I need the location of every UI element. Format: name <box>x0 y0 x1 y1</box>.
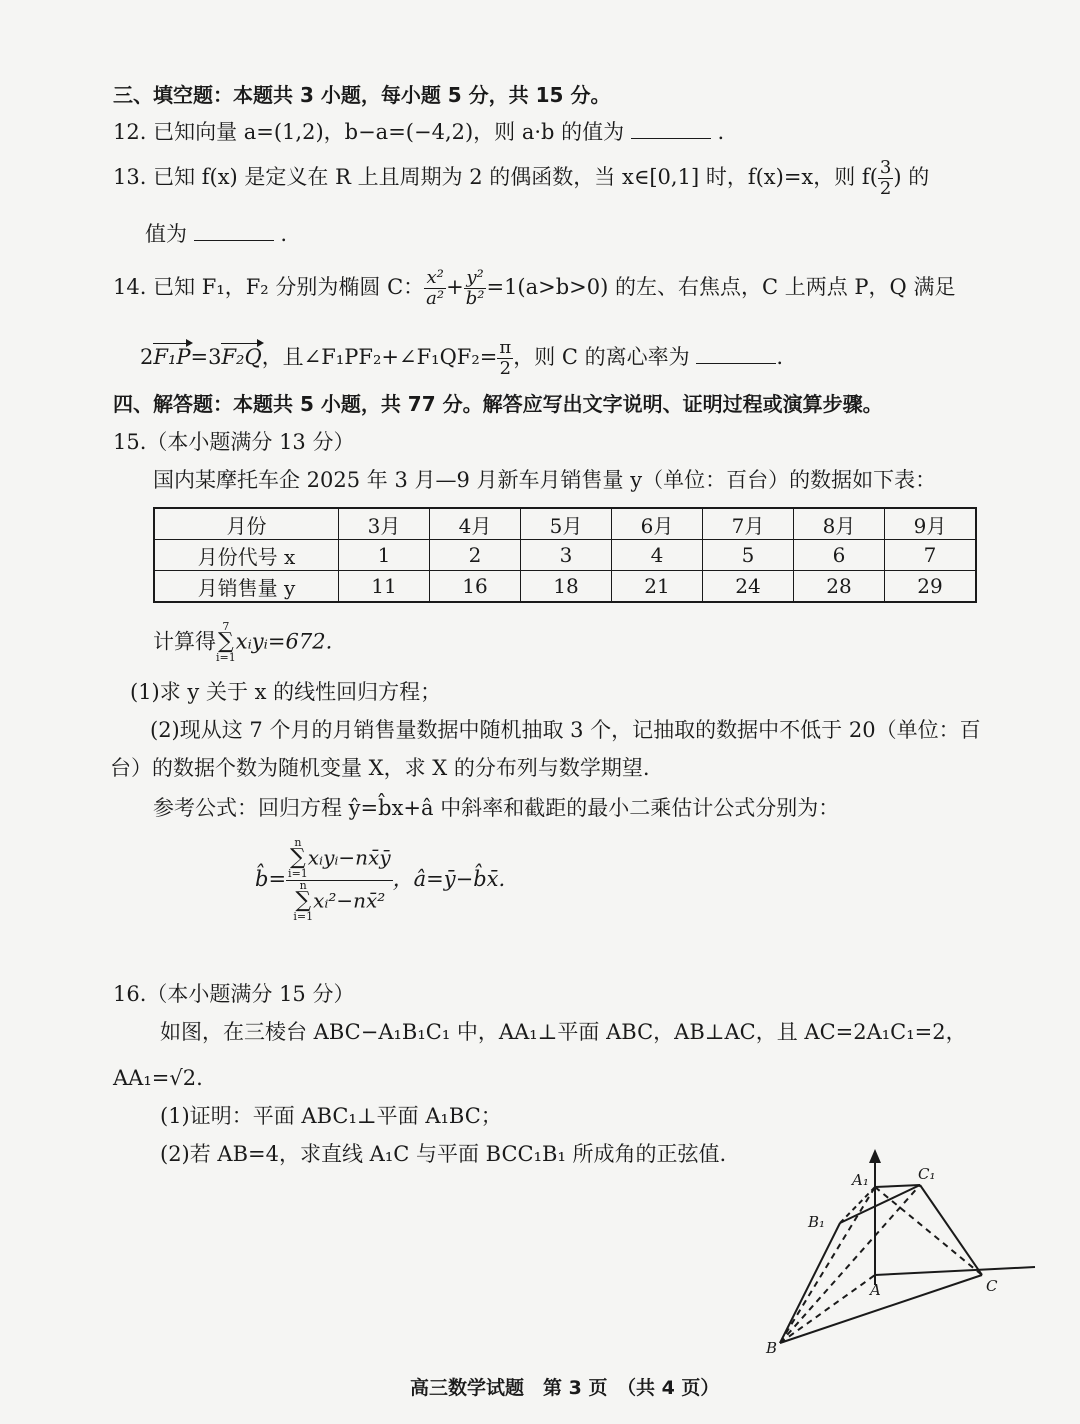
sum-computation <box>153 622 332 664</box>
formula-b-hat: b̂= <box>255 866 287 891</box>
table-cell: 月销售量 y <box>154 571 339 603</box>
question-13-end: . <box>280 222 288 246</box>
label-C: C <box>986 1277 998 1295</box>
table-cell: 7 <box>885 540 977 571</box>
table-cell: 6 <box>794 540 885 571</box>
question-16-line1: 如图，在三棱台 ABC−A₁B₁C₁ 中，AA₁⊥平面 ABC，AB⊥AC，且 AC=2A₁C₁=2， <box>160 1020 967 1044</box>
formula-denominator <box>286 878 393 924</box>
summation-symbol <box>288 838 308 880</box>
table-cell: 5月 <box>521 508 612 540</box>
axis-line <box>875 1267 1035 1275</box>
question-15-title: 15.（本小题满分 13 分） <box>113 430 355 454</box>
table-cell: 3 <box>521 540 612 571</box>
label-A: A <box>870 1281 881 1299</box>
sum-upper: n <box>294 836 302 849</box>
frac-num: 3 <box>879 157 892 178</box>
sales-table <box>153 507 977 603</box>
table-cell: 18 <box>521 571 612 603</box>
edge-B1C1 <box>840 1185 920 1223</box>
vector-F2Q: F₂Q <box>221 344 262 369</box>
label-C1: C₁ <box>918 1165 936 1183</box>
sum-lower: i=1 <box>288 867 308 881</box>
reference-formula-label: 参考公式：回归方程 ŷ=b̂x+â 中斜率和截距的最小二乘估计公式分别为： <box>153 796 840 820</box>
ellipse-y-term: $\frac{\text{y²}}{\text{b²}}$ <box>465 267 485 309</box>
question-15-intro: 国内某摩托车企 2025 年 3 月—9 月新车月销售量 y（单位：百台）的数据如下表： <box>153 468 937 492</box>
table-cell: 8月 <box>794 508 885 540</box>
question-13-line2 <box>145 222 287 247</box>
denominator-text: xᵢ²−nx̄² <box>313 888 386 913</box>
table-row <box>154 508 976 540</box>
sum-upper: n <box>299 878 307 892</box>
table-cell: 月份 <box>154 508 339 540</box>
ellipse-x-term: $\frac{\text{x²}}{\text{a²}}$ <box>426 267 445 309</box>
table-cell: 24 <box>703 571 794 603</box>
formula-fraction <box>286 838 393 923</box>
question-14-post2: ，则 C 的离心率为 <box>513 344 690 369</box>
diagonal-A1B <box>780 1187 875 1343</box>
numerator-text: xᵢyᵢ−nx̄ȳ <box>307 845 391 870</box>
formula-numerator <box>286 838 393 881</box>
calc-result: xᵢyᵢ=672. <box>235 629 333 654</box>
table-cell: 29 <box>885 571 977 603</box>
vec-eq-3: =3 <box>190 344 222 369</box>
answer-blank-13[interactable] <box>194 222 274 241</box>
section-4-heading: 四、解答题：本题共 5 小题，共 77 分。解答应写出文字说明、证明过程或演算步骤。 <box>113 392 883 416</box>
sigma-icon: ∑ <box>290 845 306 871</box>
sigma-icon: ∑ <box>295 888 312 914</box>
frustum-figure <box>760 1145 1050 1360</box>
question-14-line1 <box>113 268 955 309</box>
question-14-end: . <box>776 344 784 369</box>
question-13 <box>113 158 929 199</box>
table-cell: 3月 <box>339 508 430 540</box>
label-B1: B₁ <box>808 1213 826 1231</box>
answer-blank-12[interactable] <box>631 120 711 139</box>
edge-CC1 <box>920 1185 982 1275</box>
question-12 <box>113 120 724 145</box>
diagonal-A1C <box>875 1187 982 1275</box>
table-cell: 2 <box>430 540 521 571</box>
question-14-line2 <box>140 338 783 379</box>
table-cell: 4 <box>612 540 703 571</box>
label-A1: A₁ <box>852 1171 869 1189</box>
table-row <box>154 540 976 571</box>
question-16-line2: AA₁=√2. <box>113 1066 203 1090</box>
table-cell: 21 <box>612 571 703 603</box>
regression-formula <box>255 838 505 923</box>
question-13-line2-text: 值为 <box>145 222 187 246</box>
table-cell: 4月 <box>430 508 521 540</box>
summation-symbol <box>293 878 314 924</box>
fraction-pi-2: $\frac{\pi}{2}$ <box>499 337 512 379</box>
label-B: B <box>766 1339 778 1357</box>
question-15-part2-line1: (2)现从这 7 个月的月销售量数据中随机抽取 3 个，记抽取的数据中不低于 20（单位：百 <box>150 718 981 742</box>
page-footer: 高三数学试题 第 3 页 （共 4 页） <box>410 1377 720 1399</box>
table-cell: 11 <box>339 571 430 603</box>
sum-lower: i=1 <box>216 651 236 665</box>
question-16-part2: (2)若 AB=4，求直线 A₁C 与平面 BCC₁B₁ 所成角的正弦值. <box>160 1142 727 1166</box>
question-14-mid: ，且∠F₁PF₂+∠F₁QF₂= <box>261 344 498 369</box>
formula-a-hat: ，â=ȳ−b̂x̄. <box>392 866 506 891</box>
plus-sign: + <box>446 274 464 299</box>
table-cell: 5 <box>703 540 794 571</box>
sum-upper: 7 <box>222 620 230 633</box>
vector-F1P: F₁P <box>153 344 191 369</box>
edge-A1C1 <box>875 1185 920 1187</box>
calc-label: 计算得 <box>153 629 216 654</box>
question-12-text: 12. 已知向量 a=(1,2)，b−a=(−4,2)，则 a·b 的值为 <box>113 120 625 144</box>
summation-symbol <box>216 622 236 664</box>
sum-lower: i=1 <box>293 910 314 924</box>
table-cell: 9月 <box>885 508 977 540</box>
table-cell: 6月 <box>612 508 703 540</box>
table-cell: 7月 <box>703 508 794 540</box>
question-16-title: 16.（本小题满分 15 分） <box>113 982 355 1006</box>
question-15-part2-line2: 台）的数据个数为随机变量 X，求 X 的分布列与数学期望. <box>110 756 650 780</box>
question-13-text: 13. 已知 f(x) 是定义在 R 上且周期为 2 的偶函数，当 x∈[0,1] 时，f(x)=x，则 f( <box>113 164 878 189</box>
question-13-after: ) 的 <box>893 164 930 189</box>
table-row <box>154 571 976 603</box>
table-cell: 16 <box>430 571 521 603</box>
question-14-pre: 14. 已知 F₁，F₂ 分别为椭圆 C： <box>113 274 425 299</box>
section-3-heading: 三、填空题：本题共 3 小题，每小题 5 分，共 15 分。 <box>113 83 611 107</box>
table-cell: 1 <box>339 540 430 571</box>
answer-blank-14[interactable] <box>696 345 776 364</box>
question-16-part1: (1)证明：平面 ABC₁⊥平面 A₁BC； <box>160 1104 502 1128</box>
sigma-icon: ∑ <box>218 629 234 655</box>
vec-coef-2: 2 <box>140 344 154 369</box>
table-cell: 28 <box>794 571 885 603</box>
table-cell: 月份代号 x <box>154 540 339 571</box>
question-14-post: =1(a>b>0) 的左、右焦点，C 上两点 P，Q 满足 <box>486 274 956 299</box>
question-12-end: . <box>717 120 725 144</box>
question-15-part1: (1)求 y 关于 x 的线性回归方程； <box>130 680 442 704</box>
frac-den: 2 <box>879 177 892 199</box>
axis-arrow-icon <box>869 1149 881 1163</box>
edge-AB <box>780 1275 875 1343</box>
fraction-3-2 <box>878 158 893 199</box>
